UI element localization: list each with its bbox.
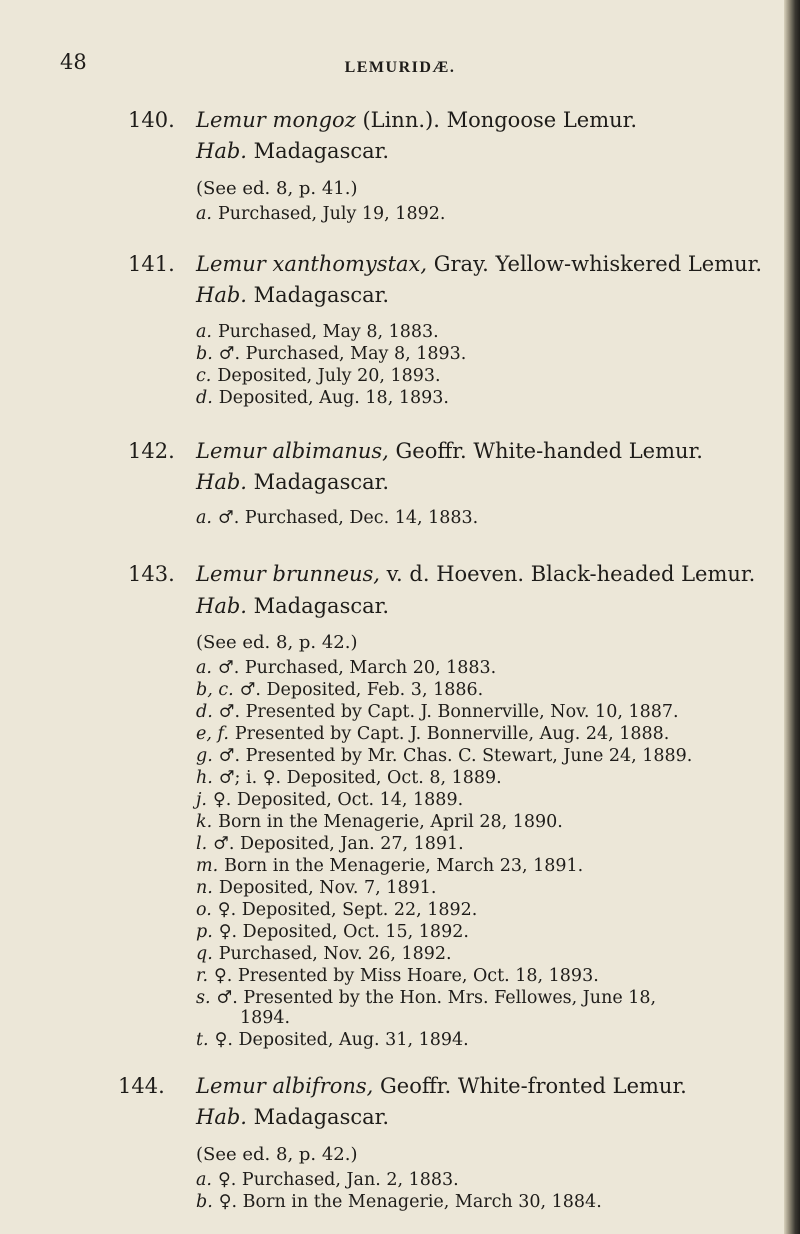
hab-label: Hab. [196,283,247,308]
see-reference: (See ed. 8, p. 41.) [196,177,358,199]
page-edge-shadow [784,0,800,1234]
specimen-line [196,988,656,1008]
specimen-label: r. [196,965,209,986]
species-authority: Geoffr. White-handed Lemur. [388,438,703,463]
specimen-label: g. [196,745,213,766]
specimen-label: s. [196,988,211,1008]
specimen-text: Born in the Menagerie, March 23, 1891. [224,855,584,876]
specimen-label: c. [196,366,212,387]
species-name: Lemur mongoz [196,108,356,133]
specimen-line [196,834,464,854]
specimen-label: a. [196,1169,212,1190]
specimen-line [196,388,449,408]
species-name: Lemur brunneus, [196,562,380,587]
specimen-text: Purchased, Nov. 26, 1892. [218,943,452,964]
species-authority: (Linn.). Mongoose Lemur. [355,108,638,133]
specimen-text: ♀. Born in the Menagerie, March 30, 1884. [218,1191,602,1212]
specimen-line [196,966,599,986]
specimen-text: ♂. Presented by Capt. J. Bonnerville, Nov. 10, 1887. [218,701,679,722]
specimen-line [196,1192,602,1212]
specimen-text: Purchased, May 8, 1883. [218,322,439,342]
entry-title [196,108,637,132]
specimen-text: ♂; i. ♀. Deposited, Oct. 8, 1889. [218,767,502,788]
see-reference: (See ed. 8, p. 42.) [196,632,358,654]
hab-text: Madagascar. [246,469,390,494]
specimen-text: ♀. Deposited, Oct. 14, 1889. [213,789,464,810]
entry-number: 144. [118,1074,165,1099]
hab-label: Hab. [196,1105,247,1130]
specimen-label: j. [196,789,207,810]
specimen-label: a. [196,203,212,224]
specimen-text: ♀. Deposited, Aug. 31, 1894. [214,1030,469,1051]
specimen-text: ♂. Presented by the Hon. Mrs. Fellowes, June 18, [216,988,657,1008]
species-authority: Geoffr. White-fronted Lemur. [373,1074,687,1099]
specimen-label: k. [196,811,213,832]
specimen-line [196,790,463,810]
entry-number: 141. [128,252,175,277]
specimen-label: t. [196,1030,209,1051]
specimen-line [196,366,441,386]
specimen-line [196,812,563,832]
specimen-line [196,746,692,766]
specimen-label: b, c. [196,679,234,700]
specimen-label: h. [196,767,213,788]
see-reference: (See ed. 8, p. 42.) [196,1143,358,1165]
specimen-text: Purchased, July 19, 1892. [218,203,446,224]
entry-number: 143. [128,562,175,587]
hab-label: Hab. [196,593,247,618]
specimen-line [196,724,669,744]
specimen-line [196,322,439,342]
specimen-label: d. [196,388,213,409]
specimen-text: ♂. Deposited, Jan. 27, 1891. [213,833,464,854]
specimen-line [196,1030,469,1050]
specimen-line [196,344,466,364]
entry-title [196,562,755,586]
species-name: Lemur albimanus, [196,438,389,463]
specimen-label: b. [196,344,213,365]
specimen-line [196,702,679,722]
specimen-label: q. [196,943,213,964]
entry-title [196,439,703,463]
hab-text: Madagascar. [246,139,390,164]
species-name: Lemur xanthomystax, [196,252,428,277]
habitat-line [196,139,389,163]
specimen-label: m. [196,855,219,876]
running-head: LEMURIDÆ. [344,59,456,76]
specimen-text: ♀. Deposited, Sept. 22, 1892. [217,899,478,920]
specimen-line [196,658,496,678]
entry-title [196,252,762,276]
specimen-text: Deposited, Aug. 18, 1893. [218,388,449,409]
species-authority: v. d. Hoeven. Black-headed Lemur. [380,562,756,587]
specimen-label: l. [196,833,208,854]
specimen-text: ♂. Deposited, Feb. 3, 1886. [239,679,484,700]
habitat-line [196,470,389,494]
specimen-text: Presented by Capt. J. Bonnerville, Aug. 24, 1888. [234,723,670,744]
habitat-line [196,283,389,307]
specimen-text: ♂. Presented by Mr. Chas. C. Stewart, June 24, 1889. [218,745,693,766]
specimen-line [196,900,477,920]
specimen-line [196,856,583,876]
specimen-label: b. [196,1191,213,1212]
specimen-text: ♀. Deposited, Oct. 15, 1892. [218,921,469,942]
species-name: Lemur albifrons, [196,1074,374,1099]
specimen-label: n. [196,877,213,898]
specimen-line [196,680,483,700]
specimen-text: Deposited, Nov. 7, 1891. [218,877,437,898]
specimen-line [196,204,445,224]
specimen-label: a. [196,322,212,342]
hab-text: Madagascar. [246,593,390,618]
habitat-line [196,594,389,618]
specimen-text: ♀. Presented by Miss Hoare, Oct. 18, 1893. [214,965,599,986]
specimen-text: ♂. Purchased, Dec. 14, 1883. [218,508,479,529]
specimen-line [196,922,469,942]
entry-number: 140. [128,108,175,133]
specimen-text: ♂. Purchased, May 8, 1893. [218,344,467,365]
specimen-line [196,944,452,964]
entry-title [196,1074,687,1098]
species-authority: Gray. Yellow-whiskered Lemur. [427,252,763,277]
specimen-label: a. [196,508,212,529]
habitat-line [196,1105,389,1129]
specimen-text: Born in the Menagerie, April 28, 1890. [218,811,563,832]
hab-text: Madagascar. [246,1105,390,1130]
specimen-text: ♀. Purchased, Jan. 2, 1883. [218,1169,459,1190]
specimen-line [196,508,478,528]
specimen-line [196,768,502,788]
hab-label: Hab. [196,469,247,494]
specimen-label: p. [196,921,213,942]
page-number: 48 [60,50,87,74]
specimen-text: Deposited, July 20, 1893. [217,366,441,387]
specimen-line [196,1170,459,1190]
hab-label: Hab. [196,139,247,164]
hab-text: Madagascar. [246,283,390,308]
specimen-label: o. [196,899,212,920]
specimen-label: d. [196,701,213,722]
entry-number: 142. [128,438,175,463]
specimen-text: ♂. Purchased, March 20, 1883. [218,657,497,678]
specimen-label: e, f. [196,723,229,744]
specimen-continuation: 1894. [240,1008,291,1029]
specimen-label: a. [196,657,212,678]
specimen-line [196,878,436,898]
